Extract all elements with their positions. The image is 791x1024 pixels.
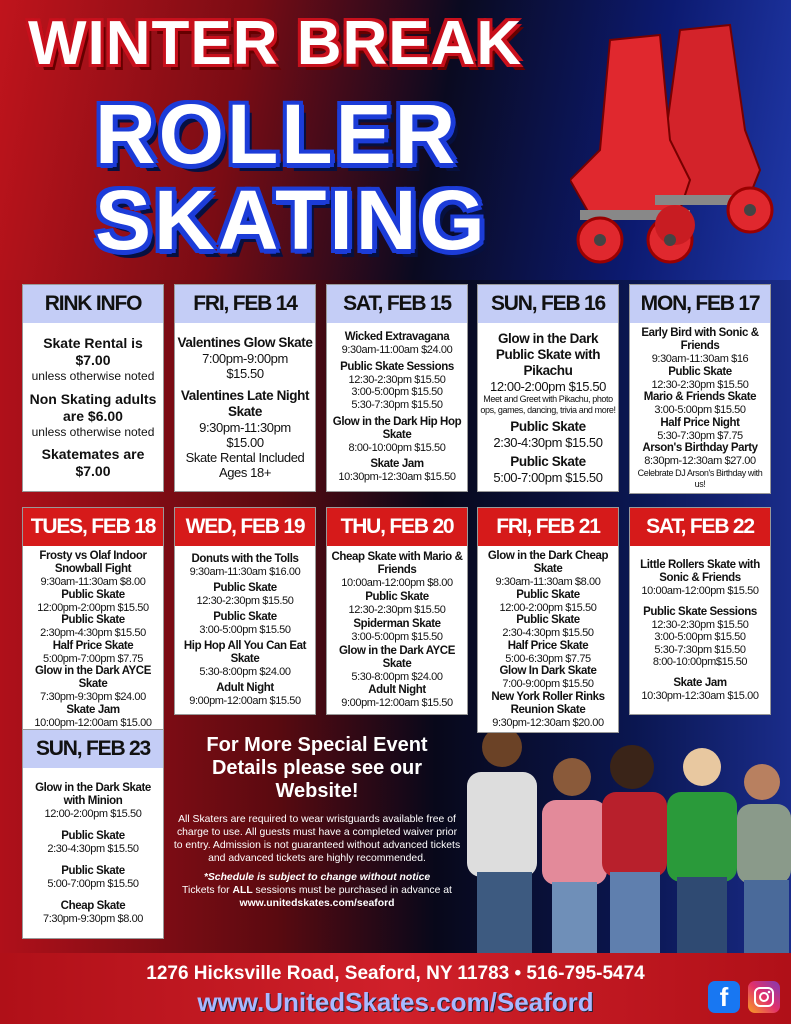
footer <box>0 953 791 1024</box>
tickets-pre: Tickets for <box>182 885 233 896</box>
kids-photo <box>462 722 791 954</box>
event-item <box>632 442 768 490</box>
kid-5 <box>737 764 791 954</box>
event-item <box>25 589 161 615</box>
card-body <box>327 323 467 491</box>
event-item <box>329 645 465 684</box>
event-detail: 3:00-5:00pm $15.50 <box>199 624 291 637</box>
event-title: Mario & Friends Skate <box>643 391 757 403</box>
event-detail: 5:30-8:00pm $24.00 <box>351 670 443 683</box>
event-title: Public Skate <box>61 864 125 877</box>
event-item <box>480 640 616 666</box>
event-title: Public Skate <box>516 588 580 601</box>
event-title: Skate Rental is $7.00 <box>43 334 143 368</box>
event-title: Public Skate <box>365 591 429 603</box>
card-header: THU, FEB 20 <box>327 508 467 546</box>
event-title: Public Skate <box>213 611 277 624</box>
event-item <box>177 640 313 679</box>
card-body <box>327 546 467 714</box>
event-item <box>25 704 161 730</box>
schedule-card-fri-feb-14 <box>174 284 316 492</box>
event-detail: 3:00-5:00pm $15.50 <box>654 404 746 416</box>
event-item <box>480 331 616 416</box>
kid-2 <box>542 758 607 954</box>
event-detail: 5:00pm-7:00pm $7.75 <box>42 652 144 665</box>
event-item <box>25 900 161 926</box>
kid-3 <box>602 745 667 954</box>
event-item <box>329 551 465 590</box>
event-item <box>25 391 161 439</box>
event-item <box>329 618 465 644</box>
event-title: Glow In Dark Skate <box>499 665 597 677</box>
event-title: Skatemates are $7.00 <box>41 446 145 480</box>
event-detail: 5:30-7:30pm $7.75 <box>657 429 743 442</box>
facebook-icon[interactable]: f <box>708 981 740 1013</box>
event-item <box>329 416 465 455</box>
event-detail: 8:00-10:00pm$15.50 <box>652 656 748 668</box>
event-title: Skate Jam <box>673 677 727 689</box>
event-item <box>480 665 616 691</box>
card-body <box>23 768 163 938</box>
event-title: Public Skate Sessions <box>643 605 757 618</box>
event-title: Spiderman Skate <box>353 617 441 630</box>
event-detail: 2:30-4:30pm $15.50 <box>493 435 603 450</box>
event-detail: 5:30-7:30pm $15.50 <box>351 398 443 411</box>
event-item <box>177 582 313 608</box>
event-title: Half Price Night <box>660 416 740 429</box>
event-detail: 7:00-9:00pm $15.50 <box>502 678 594 690</box>
event-item <box>25 640 161 666</box>
card-header: SUN, FEB 16 <box>478 285 618 323</box>
event-title: Cheap Skate <box>60 899 126 912</box>
event-detail: 12:00-2:00pm $15.50 <box>490 378 606 394</box>
title-skating: SKATING <box>95 173 488 267</box>
event-item <box>25 665 161 704</box>
card-body <box>478 546 618 732</box>
event-title: Cheap Skate with Mario & Friends <box>331 551 463 577</box>
event-detail: Ages 18+ <box>218 465 272 481</box>
event-item <box>25 782 161 821</box>
event-detail: 5:00-7:00pm $15.50 <box>47 877 139 890</box>
card-body <box>23 546 163 732</box>
event-title: Half Price Skate <box>507 639 589 652</box>
event-title: Public Skate <box>213 582 277 595</box>
card-body <box>23 323 163 491</box>
event-title: Glow in the Dark Skate with Minion <box>35 781 151 807</box>
event-item <box>329 361 465 412</box>
event-title: Public Skate <box>510 453 586 469</box>
event-title: Arson's Birthday Party <box>642 442 758 454</box>
event-detail: 2:30-4:30pm $15.50 <box>502 627 594 639</box>
event-detail: 9:30am-11:00am $24.00 <box>341 344 453 357</box>
event-title: Skate Jam <box>370 458 424 471</box>
card-body <box>175 323 315 491</box>
event-item <box>632 366 768 392</box>
event-item <box>25 865 161 891</box>
event-item <box>480 614 616 640</box>
event-detail: 8:00-10:00pm $15.50 <box>348 441 446 454</box>
event-detail: 9:30am-11:30am $8.00 <box>495 576 601 588</box>
event-item <box>177 611 313 637</box>
event-item <box>480 589 616 615</box>
event-detail: Celebrate DJ Arson's Birthday with us! <box>637 467 763 489</box>
event-item <box>25 335 161 383</box>
event-item <box>480 419 616 450</box>
event-detail: 9:00pm-12:00am $15.50 <box>189 695 301 708</box>
schedule-card-rink-info <box>22 284 164 492</box>
event-detail: $15.00 <box>226 435 264 451</box>
event-title: Glow in the Dark Hip Hop Skate <box>332 415 462 441</box>
card-header: TUES, FEB 18 <box>23 508 163 546</box>
schedule-card-mon-feb-17 <box>629 284 771 494</box>
event-item <box>177 335 313 381</box>
event-item <box>25 830 161 856</box>
event-detail: 2:30pm-4:30pm $15.50 <box>40 627 146 639</box>
event-title: Adult Night <box>368 684 426 697</box>
event-title: Skate Jam <box>66 703 120 716</box>
event-title: New York Roller Rinks Reunion Skate <box>491 690 605 716</box>
event-detail: 10:00am-12:00pm $15.50 <box>641 584 759 597</box>
event-title: Glow in the Dark Cheap Skate <box>487 550 609 575</box>
kid-1 <box>467 727 537 954</box>
event-item <box>632 677 768 703</box>
event-title: Public Skate <box>61 588 125 601</box>
event-detail: 9:30pm-12:30am $20.00 <box>492 716 604 729</box>
event-detail: 12:00-2:00pm $15.50 <box>44 807 142 820</box>
event-detail: Meet and Greet with Pikachu, photo ops, games, dancing, trivia and more! <box>480 393 616 415</box>
event-detail: 5:30-7:30pm $15.50 <box>654 643 746 656</box>
event-detail: unless otherwise noted <box>31 368 155 383</box>
footer-website-link[interactable]: www.UnitedSkates.com/Seaford <box>197 987 594 1017</box>
event-detail: 12:00pm-2:00pm $15.50 <box>37 601 149 614</box>
event-title: Adult Night <box>216 682 274 695</box>
schedule-card-sat-feb-22 <box>629 507 771 715</box>
event-item <box>632 327 768 366</box>
event-detail: $15.50 <box>226 365 264 381</box>
schedule-card-sun-feb-16 <box>477 284 619 492</box>
event-item <box>329 331 465 357</box>
event-detail: unless otherwise noted <box>31 424 155 439</box>
event-detail: 12:30-2:30pm $15.50 <box>651 378 749 391</box>
card-body <box>175 546 315 714</box>
event-detail: 3:00-5:00pm $15.50 <box>654 631 746 643</box>
event-title: Public Skate <box>668 365 732 378</box>
event-title: Hip Hop All You Can Eat Skate <box>183 640 307 666</box>
event-title: Glow in the Dark AYCE Skate <box>34 665 151 690</box>
event-title: Glow in the Dark AYCE Skate <box>338 644 455 670</box>
tickets-post: sessions must be purchased in advance at <box>252 885 452 896</box>
event-item <box>177 388 313 480</box>
event-detail: 10:30pm-12:30am $15.50 <box>338 471 456 484</box>
promo-section <box>172 734 462 910</box>
card-header: MON, FEB 17 <box>630 285 770 323</box>
event-item <box>329 684 465 710</box>
event-item <box>632 417 768 443</box>
event-detail: 9:30am-11:30am $8.00 <box>40 576 146 588</box>
title-roller: ROLLER <box>95 87 459 181</box>
card-header: WED, FEB 19 <box>175 508 315 546</box>
tickets-all: ALL <box>232 885 253 896</box>
event-detail: 12:30-2:30pm $15.50 <box>348 604 446 616</box>
event-item <box>632 559 768 598</box>
card-body <box>630 323 770 493</box>
event-detail: 7:30pm-9:30pm $24.00 <box>40 691 146 703</box>
event-title: Valentines Glow Skate <box>177 334 313 350</box>
event-title: Wicked Extravagana <box>344 331 450 344</box>
schedule-card-thu-feb-20 <box>326 507 468 715</box>
event-title: Public Skate <box>516 614 580 626</box>
card-header: FRI, FEB 21 <box>478 508 618 546</box>
event-detail: 9:30am-11:30am $16 <box>651 353 749 365</box>
event-detail: 12:30-2:30pm $15.50 <box>651 618 749 631</box>
event-detail: 3:00-5:00pm $15.50 <box>351 630 443 643</box>
schedule-card-tues-feb-18 <box>22 507 164 733</box>
footer-address: 1276 Hicksville Road, Seaford, NY 11783 • 516-795-5474 <box>146 963 645 984</box>
kid-4 <box>667 748 737 954</box>
event-title: Donuts with the Tolls <box>191 553 299 566</box>
promo-body: All Skaters are required to wear wristguards available free of charge to use. All guests must have a completed waiver prior to entry. Admission is not guaranteed without advanced tickets and advanced tickets are highly recommended. <box>173 814 461 864</box>
event-item <box>480 454 616 485</box>
event-title: Valentines Late Night Skate <box>180 388 310 420</box>
event-detail: 12:30-2:30pm $15.50 <box>196 595 294 608</box>
promo-heading: For More Special Event Details please see our Website! <box>206 734 428 802</box>
event-title: Public Skate <box>61 829 125 842</box>
event-item <box>25 446 161 480</box>
event-detail: 7:00pm-9:00pm <box>202 350 288 366</box>
event-item <box>632 391 768 417</box>
event-detail: 7:30pm-9:30pm $8.00 <box>42 912 144 925</box>
schedule-card-sun-feb-23 <box>22 729 164 939</box>
event-title: Public Skate <box>61 614 125 626</box>
event-detail: Skate Rental Included <box>185 450 305 466</box>
card-header: RINK INFO <box>23 285 163 323</box>
event-item <box>329 458 465 484</box>
roller-skates-icon <box>570 20 780 270</box>
event-item <box>632 606 768 669</box>
event-title: Half Price Skate <box>52 639 134 652</box>
event-detail: 10:00pm-12:00am $15.00 <box>34 716 152 729</box>
event-detail: 2:30-4:30pm $15.50 <box>47 842 139 855</box>
card-header: SUN, FEB 23 <box>23 730 163 768</box>
event-detail: 10:30pm-12:30am $15.00 <box>641 690 759 702</box>
event-detail: 8:30pm-12:30am $27.00 <box>644 455 756 467</box>
card-body <box>478 323 618 491</box>
event-title: Non Skating adults are $6.00 <box>29 390 157 424</box>
instagram-icon[interactable] <box>748 981 780 1013</box>
event-detail: 5:30-8:00pm $24.00 <box>199 666 291 679</box>
event-detail: 9:00pm-12:00am $15.50 <box>341 697 453 710</box>
event-title: Frosty vs Olaf Indoor Snowball Fight <box>39 550 147 575</box>
event-item <box>177 553 313 579</box>
card-header: FRI, FEB 14 <box>175 285 315 323</box>
event-item <box>480 550 616 589</box>
card-header: SAT, FEB 15 <box>327 285 467 323</box>
tickets-url-link[interactable]: www.unitedskates.com/seaford <box>239 898 395 909</box>
event-detail: 9:30am-11:30am $16.00 <box>189 566 301 579</box>
event-item <box>25 550 161 589</box>
title-winter-break: WINTER BREAK <box>28 9 523 78</box>
schedule-card-wed-feb-19 <box>174 507 316 715</box>
event-item <box>480 691 616 730</box>
schedule-card-sat-feb-15 <box>326 284 468 492</box>
event-detail: 5:00-7:00pm $15.50 <box>493 469 603 485</box>
schedule-note: *Schedule is subject to change without notice <box>203 872 431 883</box>
schedule-card-fri-feb-21 <box>477 507 619 733</box>
event-title: Public Skate <box>510 419 586 434</box>
event-detail: 9:30pm-11:30pm <box>199 420 291 436</box>
event-title: Public Skate Sessions <box>340 360 454 373</box>
event-detail: 12:30-2:30pm $15.50 <box>348 373 446 386</box>
event-item <box>329 591 465 617</box>
event-item <box>177 682 313 708</box>
event-detail: 12:00-2:00pm $15.50 <box>499 601 597 614</box>
event-item <box>25 614 161 640</box>
card-header: SAT, FEB 22 <box>630 508 770 546</box>
event-detail: 3:00-5:00pm $15.50 <box>351 386 443 399</box>
event-title: Early Bird with Sonic & Friends <box>641 327 759 352</box>
card-body <box>630 546 770 714</box>
event-title: Glow in the Dark Public Skate with Pikachu <box>495 330 601 378</box>
event-title: Little Rollers Skate with Sonic & Friends <box>640 558 760 584</box>
event-detail: 5:00-6:30pm $7.75 <box>505 652 591 665</box>
event-detail: 10:00am-12:00pm $8.00 <box>341 577 453 590</box>
